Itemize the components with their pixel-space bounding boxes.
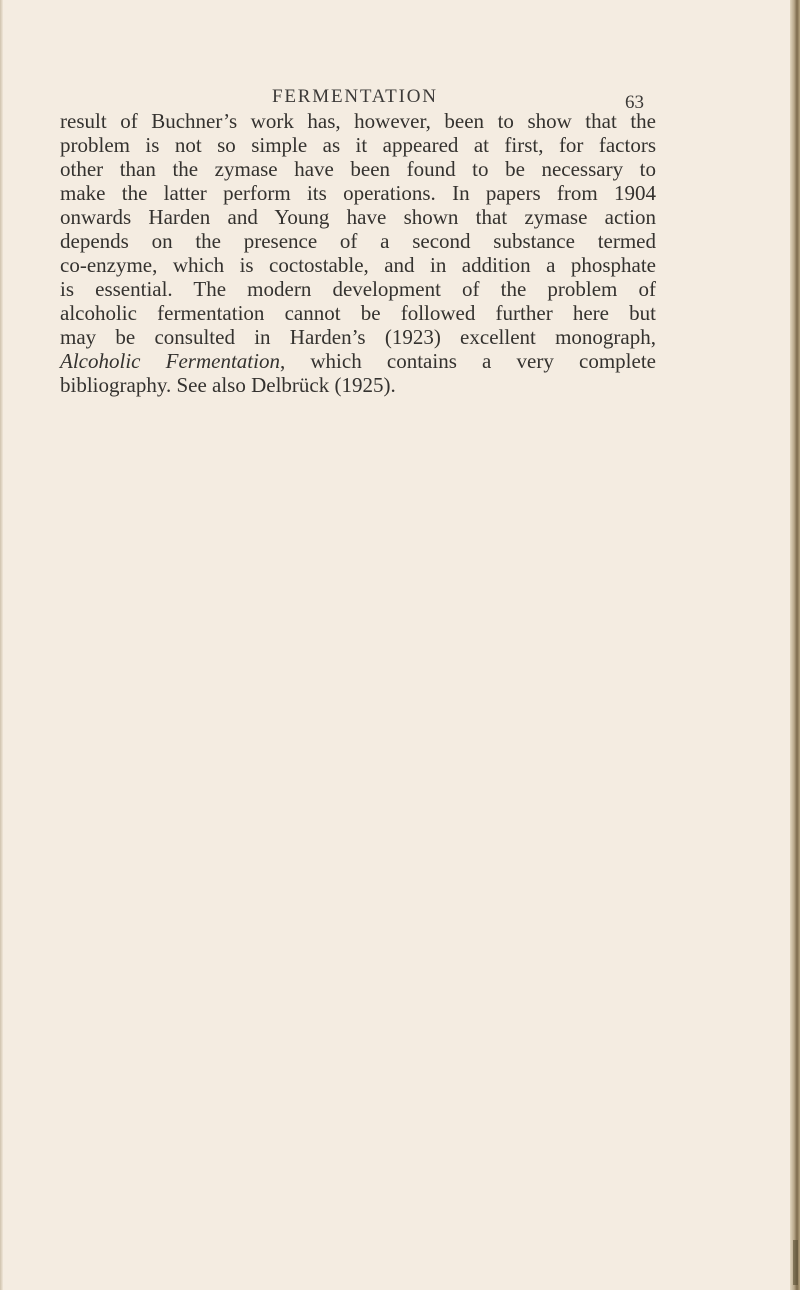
- text-line: problem is not so simple as it appeared at first, for factors: [60, 133, 656, 157]
- body-paragraph: [60, 109, 656, 397]
- text-line: onwards Harden and Young have shown that zymase action: [60, 205, 656, 229]
- text-line: bibliography. See also Delbrück (1925).: [60, 373, 396, 397]
- text-line: depends on the presence of a second substance termed: [60, 229, 656, 253]
- text-line: other than the zymase have been found to be necessary to: [60, 157, 656, 181]
- text-line: make the latter perform its operations. In papers from 1904: [60, 181, 656, 205]
- text-line-with-title: [60, 349, 656, 373]
- page-number: 63: [625, 92, 644, 113]
- text-line-rest: , which contains a very complete: [279, 349, 656, 373]
- page-left-edge: [0, 0, 3, 1290]
- binding-mark: [793, 1240, 798, 1285]
- text-line: result of Buchner’s work has, however, been to show that the: [60, 109, 656, 133]
- text-line: may be consulted in Harden’s (1923) excellent monograph,: [60, 325, 656, 349]
- running-head-title: FERMENTATION: [272, 86, 438, 107]
- page-right-edge: [790, 0, 800, 1290]
- text-line: alcoholic fermentation cannot be followed further here but: [60, 301, 656, 325]
- text-line: is essential. The modern development of the problem of: [60, 277, 656, 301]
- book-title-italic: Alcoholic Fermentation: [60, 349, 280, 373]
- text-line: co-enzyme, which is coctostable, and in addition a phosphate: [60, 253, 656, 277]
